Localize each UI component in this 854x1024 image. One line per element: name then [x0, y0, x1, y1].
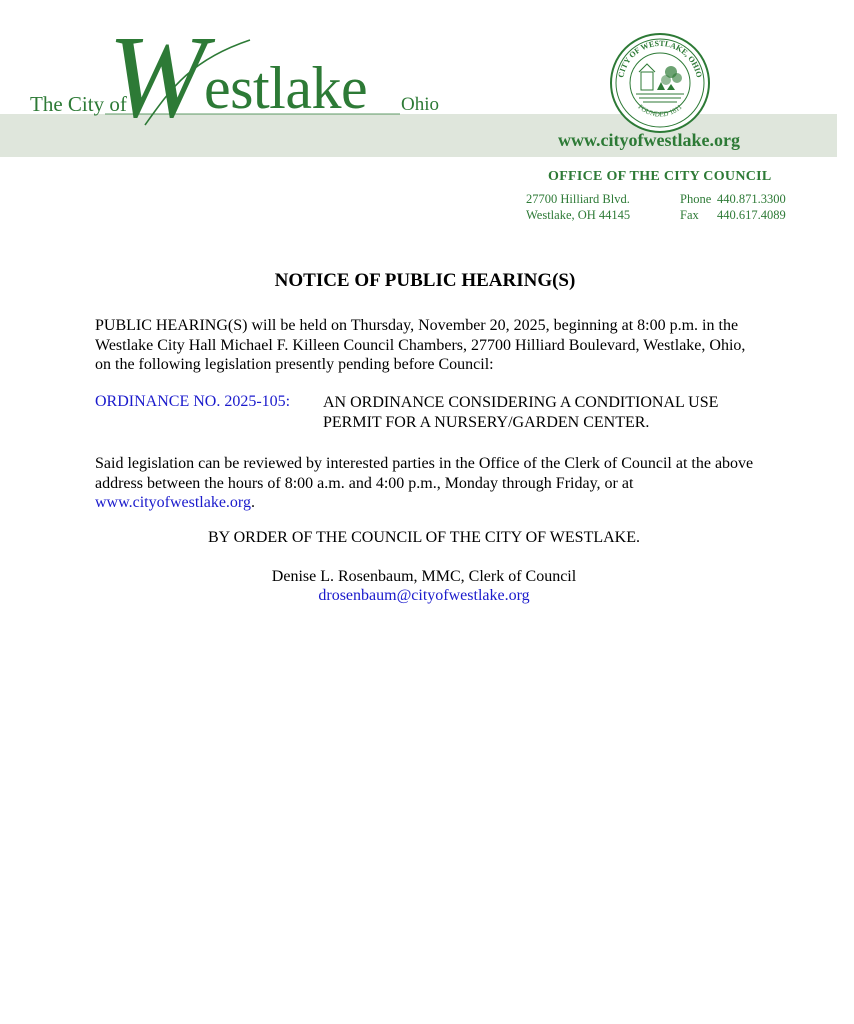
- office-address: [526, 191, 630, 223]
- fax-label: Fax: [680, 208, 699, 222]
- notice-title: NOTICE OF PUBLIC HEARING(S): [274, 270, 576, 291]
- phone-number: 440.871.3300: [717, 192, 786, 206]
- review-text: Said legislation can be reviewed by interested parties in the Office of the Clerk of Council at the above address between the hours of 8:00 a.m. and 4:00 p.m., Monday through Friday, or at: [95, 455, 754, 492]
- review-paragraph: [95, 454, 765, 513]
- hearing-intro: PUBLIC HEARING(S) will be held on Thursday, November 20, 2025, beginning at 8:00 p.m. in the Westlake City Hall Michael F. Killeen Council Chambers, 27700 Hilliard Boulevard, Westlake, Ohio, on the following legislation presently pending before Council:: [95, 317, 746, 373]
- logo-wordmark: estlake: [204, 55, 368, 121]
- svg-text:FOUNDED 1811: FOUNDED 1811: [636, 102, 684, 119]
- address-line-2: Westlake, OH 44145: [526, 208, 631, 222]
- fax-line: [680, 207, 786, 223]
- address-line-1: 27700 Hilliard Blvd.: [526, 192, 630, 206]
- signer-name: Denise L. Rosenbaum, MMC, Clerk of Council: [271, 568, 577, 585]
- logo-prefix: The City of: [30, 92, 127, 116]
- phone-line: [680, 191, 786, 207]
- ordinance-number: ORDINANCE NO. 2025-105:: [95, 393, 291, 410]
- svg-text:CITY OF WESTLAKE, OHIO: CITY OF WESTLAKE, OHIO: [616, 38, 704, 79]
- header-website: www.cityofwestlake.org: [558, 130, 740, 150]
- office-title: OFFICE OF THE CITY COUNCIL: [548, 169, 772, 184]
- council-order: BY ORDER OF THE COUNCIL OF THE CITY OF WESTLAKE.: [207, 529, 640, 546]
- office-contact: [680, 191, 786, 223]
- review-period: .: [250, 494, 255, 511]
- signer-email-link[interactable]: drosenbaum@cityofwestlake.org: [318, 587, 530, 604]
- ordinance-description: AN ORDINANCE CONSIDERING A CONDITIONAL USE PERMIT FOR A NURSERY/GARDEN CENTER.: [323, 394, 719, 431]
- phone-label: Phone: [680, 192, 712, 206]
- logo-initial: W: [108, 11, 201, 142]
- fax-number: 440.617.4089: [717, 208, 786, 222]
- city-seal-icon: [609, 32, 711, 134]
- logo-suffix: Ohio: [401, 94, 439, 115]
- review-link[interactable]: www.cityofwestlake.org: [95, 494, 251, 511]
